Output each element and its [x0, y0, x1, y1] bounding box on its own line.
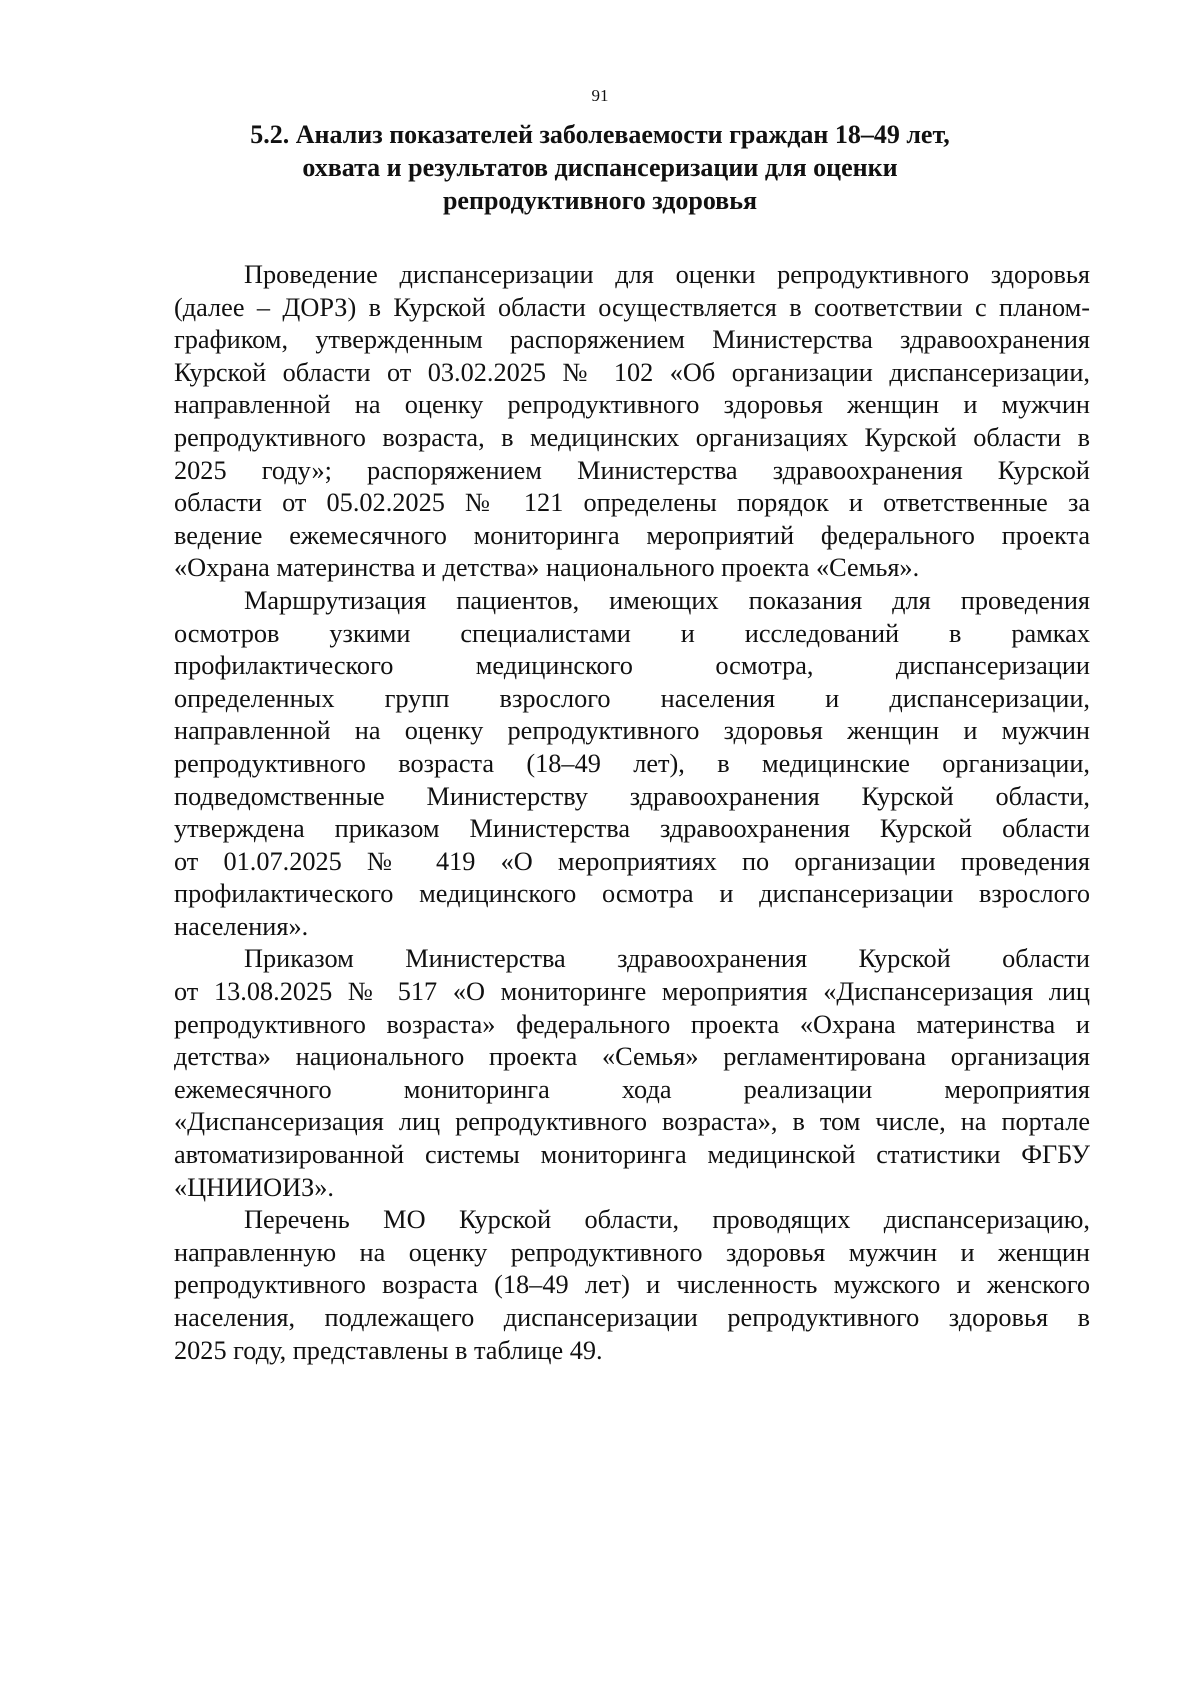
paragraph-line: профилактического медицинского осмотра и диспансеризации взрослого — [174, 879, 1090, 909]
document-body — [174, 259, 1090, 1367]
paragraph-line: подведомственные Министерству здравоохранения Курской области, — [174, 781, 1090, 811]
paragraph-line: репродуктивного возраста (18–49 лет) и численность мужского и женского — [174, 1270, 1090, 1300]
paragraph-line: ежемесячного мониторинга хода реализации мероприятия — [174, 1074, 1090, 1104]
paragraph-dorz-plan — [174, 259, 1090, 585]
paragraph-monitoring-order — [174, 943, 1090, 1204]
paragraph-line: Проведение диспансеризации для оценки репродуктивного здоровья — [244, 260, 1090, 289]
heading-line: 5.2. Анализ показателей заболеваемости граждан 18–49 лет, — [250, 120, 950, 149]
paragraph-line: «Диспансеризация лиц репродуктивного возраста», в том числе, на портале — [174, 1107, 1090, 1137]
paragraph-line: ведение ежемесячного мониторинга мероприятий федерального проекта — [174, 520, 1090, 550]
paragraph-line: Перечень МО Курской области, проводящих диспансеризацию, — [244, 1205, 1090, 1235]
paragraph-line: населения, подлежащего диспансеризации репродуктивного здоровья в — [174, 1303, 1090, 1332]
heading-line: репродуктивного здоровья — [442, 186, 758, 215]
paragraph-line: «Охрана материнства и детства» национального проекта «Семья». — [174, 553, 920, 583]
paragraph-line: автоматизированной системы мониторинга медицинской статистики ФГБУ — [174, 1140, 1090, 1170]
paragraph-mo-list — [174, 1204, 1090, 1367]
paragraph-line: «ЦНИИОИЗ». — [174, 1172, 334, 1202]
paragraph-line: от 13.08.2025 № 517 «О мониторинге мероприятия «Диспансеризация лиц — [174, 977, 1090, 1007]
paragraph-line: (далее – ДОРЗ) в Курской области осуществляется в соответствии с планом- — [174, 292, 1090, 322]
paragraph-line: населения». — [174, 911, 309, 941]
paragraph-line: от 01.07.2025 № 419 «О мероприятиях по организации проведения — [174, 846, 1090, 876]
paragraph-line: Приказом Министерства здравоохранения Курской области — [244, 944, 1090, 974]
paragraph-routing — [174, 585, 1090, 944]
paragraph-line: репродуктивного возраста» федерального проекта «Охрана материнства и — [174, 1009, 1090, 1039]
paragraph-line: осмотров узкими специалистами и исследований в рамках — [174, 618, 1090, 648]
heading-line: охвата и результатов диспансеризации для оценки — [302, 153, 898, 182]
paragraph-line: 2025 году, представлены в таблице 49. — [174, 1335, 603, 1365]
paragraph-line: детства» национального проекта «Семья» регламентирована организация — [174, 1042, 1090, 1072]
paragraph-line: Маршрутизация пациентов, имеющих показания для проведения — [244, 585, 1090, 615]
section-heading — [174, 118, 1026, 217]
paragraph-line: графиком, утвержденным распоряжением Министерства здравоохранения — [174, 325, 1090, 355]
paragraph-line: области от 05.02.2025 № 121 определены порядок и ответственные за — [174, 488, 1090, 518]
paragraph-line: направленной на оценку репродуктивного здоровья женщин и мужчин — [174, 390, 1090, 420]
paragraph-line: репродуктивного возраста, в медицинских организациях Курской области в — [174, 422, 1090, 452]
paragraph-line: направленной на оценку репродуктивного здоровья женщин и мужчин — [174, 716, 1090, 746]
paragraph-line: направленную на оценку репродуктивного здоровья мужчин и женщин — [174, 1237, 1090, 1267]
page-number: 91 — [591, 86, 609, 105]
paragraph-line: репродуктивного возраста (18–49 лет), в медицинские организации, — [174, 748, 1090, 778]
paragraph-line: Курской области от 03.02.2025 № 102 «Об организации диспансеризации, — [174, 357, 1090, 387]
paragraph-line: утверждена приказом Министерства здравоохранения Курской области — [174, 814, 1090, 844]
paragraph-line: профилактического медицинского осмотра, диспансеризации — [174, 651, 1090, 681]
paragraph-line: 2025 году»; распоряжением Министерства здравоохранения Курской — [174, 455, 1090, 485]
paragraph-line: определенных групп взрослого населения и диспансеризации, — [174, 683, 1090, 713]
